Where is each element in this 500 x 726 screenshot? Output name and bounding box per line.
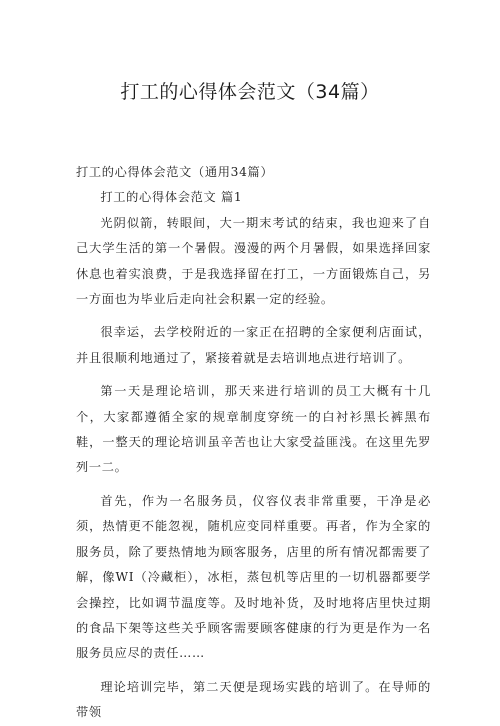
paragraph: 第一天是理论培训，那天来进行培训的员工大概有十几个，大家都遵循全家的规章制度穿统一的白衬衫黑长裤黑布鞋，一整天的理论培训虽辛苦也让大家受益匪浅。在这里先罗列一二。: [76, 384, 431, 475]
paragraph: 光阴似箭，转眼间，大一期末考试的结束，我也迎来了自己大学生活的第一个暑假。漫漫的两个月暑假，如果选择回家休息也着实浪费，于是我选择留在打工，一方面锻炼自己，另一方面也为毕业后走向社会积累一定的经验。: [76, 215, 431, 307]
document-subtitle: 打工的心得体会范文（通用34篇）: [76, 165, 274, 179]
document-title: 打工的心得体会范文（34篇）: [120, 81, 380, 103]
paragraph: 很幸运，去学校附近的一家正在招聘的全家便利店面试，并且很顺利地通过了，紧接着就是去培训地点进行培训了。: [76, 325, 431, 365]
paragraph: 首先，作为一名服务员，仪容仪表非常重要，干净是必须，热情更不能忽视，随机应变同样重要。再者，作为全家的服务员，除了要热情地为顾客服务，店里的所有情况都需要了解，像WI（冷藏柜），冰柜，蒸包机等店里的一切机器都要学会操控，比如调节温度等。及时地补货，及时地将店里快过期的食品下架等这些关乎顾客需要顾客健康的行为更是作为一名服务员应尽的责任……: [76, 493, 431, 661]
document-body: [76, 160, 431, 726]
section-heading: 打工的心得体会范文 篇1: [100, 190, 243, 205]
paragraph: 理论培训完毕，第二天便是现场实践的培训了。在导师的带领: [76, 679, 431, 720]
